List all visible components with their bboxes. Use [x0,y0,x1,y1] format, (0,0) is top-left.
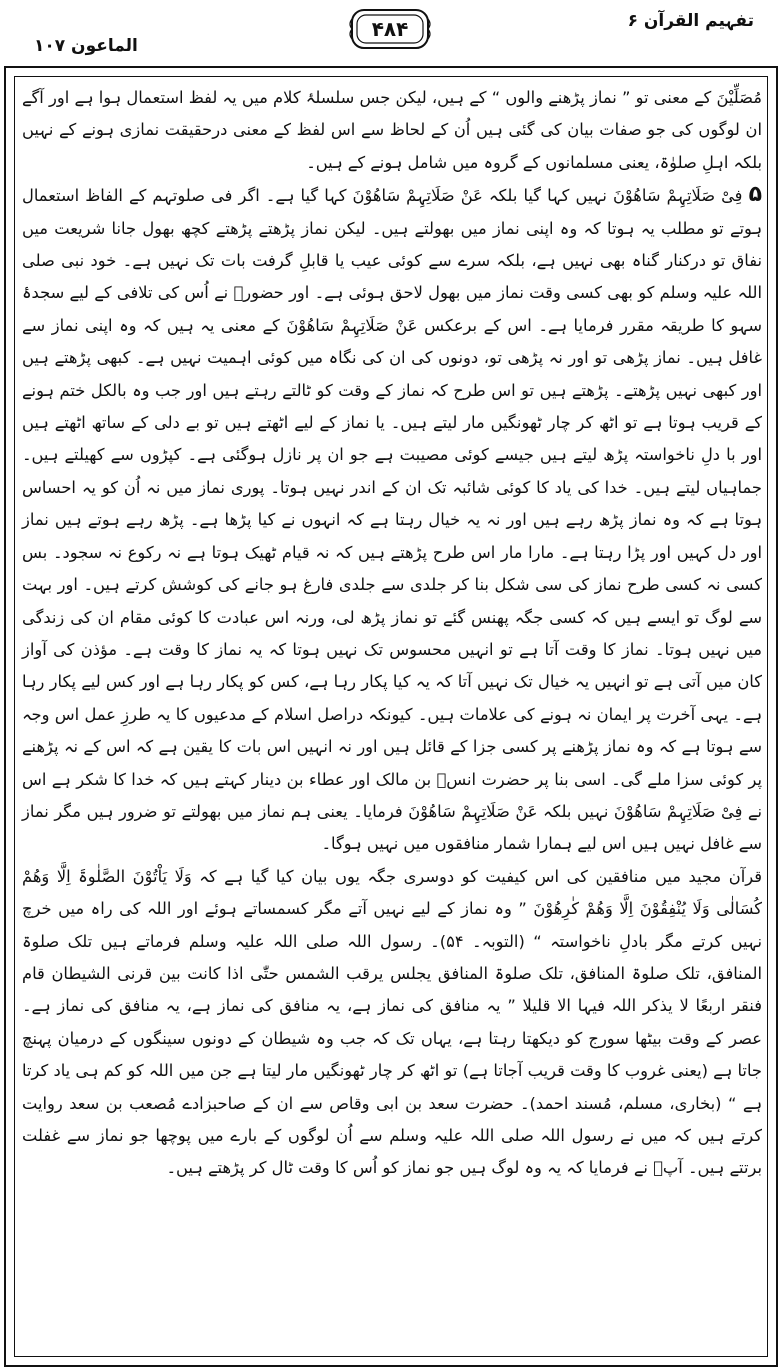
page-number-ornament [348,6,432,52]
page-header [0,0,784,62]
surah-reference: الماعون ۱۰۷ [34,36,138,56]
commentary-text [22,82,762,1362]
note-number: ۵ [748,182,762,208]
book-title: تفہیم القرآن ۶ [627,11,754,31]
paragraph-2-text: فِیْ صَلَاتِہِمْ سَاھُوْنَ نہیں کہا گیا بلکہ عَنْ صَلَاتِہِمْ سَاھُوْنَ کہا گیا ہے۔ اگر فی صلوتہم کے الفاظ استعمال ہوتے تو مطلب یہ ہوتا کہ وہ اپنی نماز میں بھولتے ہیں۔ لیکن نماز پڑھتے پڑھتے کچھ بھول جانا شریعت میں نفاق تو درکنار گناہ بھی نہیں ہے، بلکہ سرے سے کوئی عیب یا قابلِ گرفت بات تک نہیں ہے۔ خود نبی صلی اللہ علیہ وسلم کو بھی کسی وقت نماز میں بھول لاحق ہوئی ہے۔ اور حضورؐ نے اُس کی تلافی کے لیے سجدۂ سہو کا طریقہ مقرر فرمایا ہے۔ اس کے برعکس عَنْ صَلَاتِہِمْ سَاھُوْنَ کے معنی یہ ہیں کہ وہ اپنی نماز سے غافل ہیں۔ نماز پڑھی تو اور نہ پڑھی تو، دونوں کی ان کی نگاہ میں کوئی اہمیت نہیں ہے۔ کبھی پڑھتے ہیں اور کبھی نہیں پڑھتے۔ پڑھتے ہیں تو اس طرح کہ نماز کے وقت کو ٹالتے رہتے ہیں اور جب وہ بالکل ختم ہونے کے قریب ہوتا ہے تو اٹھ کر چار ٹھونگیں مار لیتے ہیں۔ یا نماز کے لیے اٹھتے ہیں تو بے دلی کے ساتھ اٹھتے ہیں اور با دلِ ناخواستہ پڑھ لیتے ہیں جیسے کوئی مصیبت ہے جو ان پر نازل ہوگئی ہے۔ کپڑوں سے کھیلتے ہیں۔ جماہیاں لیتے ہیں۔ خدا کی یاد کا کوئی شائبہ تک ان کے اندر نہیں ہوتا۔ پوری نماز میں نہ اُن کو یہ احساس ہوتا ہے کہ وہ نماز پڑھ رہے ہیں اور نہ یہ خیال رہتا ہے کہ انہوں نے کیا پڑھا ہے۔ پڑھ رہے ہوتے ہیں نماز اور دل کہیں اور پڑا رہتا ہے۔ مارا مار اس طرح پڑھتے ہیں کہ نہ قیام ٹھیک ہوتا ہے نہ رکوع نہ سجود۔ بس کسی نہ کسی طرح نماز کی سی شکل بنا کر جلدی سے جلدی فارغ ہو جانے کی کوشش کرتے ہیں۔ اور بہت سے لوگ تو ایسے ہیں کہ کسی جگہ پھنس گئے تو نماز پڑھ لی، ورنہ اس عبادت کا کوئی مقام ان کی زندگی میں نہیں ہوتا۔ نماز کا وقت آتا ہے تو انہیں محسوس تک نہیں ہوتا کہ یہ نماز کا وقت ہے۔ مؤذن کی آواز کان میں آتی ہے تو انہیں یہ خیال تک نہیں آتا کہ یہ کیا پکار رہا ہے، کس کو پکار رہا ہے اور کس لیے پکار رہا ہے۔ یہی آخرت پر ایمان نہ ہونے کی علامات ہیں۔ کیونکہ دراصل اسلام کے مدعیوں کا یہ طرزِ عمل اس وجہ سے ہوتا ہے کہ وہ نماز پڑھنے پر کسی جزا کے قائل ہیں اور نہ انہیں اس بات کا یقین ہے کہ اس کے نہ پڑھنے پر کوئی سزا ملے گی۔ اسی بنا پر حضرت انسؓ بن مالک اور عطاء بن دینار کہتے ہیں کہ خدا کا شکر ہے اس نے فِیْ صَلَاتِہِمْ سَاھُوْنَ نہیں بلکہ عَنْ صَلَاتِہِمْ سَاھُوْنَ فرمایا۔ یعنی ہم نماز میں بھولتے تو ضرور ہیں مگر نماز سے غافل نہیں ہیں اس لیے ہمارا شمار منافقوں میں نہیں ہوگا۔ [22,186,762,854]
paragraph-1: مُصَلِّیْنَ کے معنی تو ” نماز پڑھنے والوں “ کے ہیں، لیکن جس سلسلۂ کلام میں یہ لفظ استعمال ہوا ہے اور آگے ان لوگوں کی جو صفات بیان کی گئی ہیں اُن کے لحاظ سے اس لفظ کے معنی درحقیقت نمازی ہونے کے نہیں بلکہ اہلِ صلوٰۃ، یعنی مسلمانوں کے گروہ میں شامل ہونے کے ہیں۔ [22,88,762,172]
page-number: ۴۸۴ [371,17,409,41]
paragraph-3: قرآن مجید میں منافقین کی اس کیفیت کو دوسری جگہ یوں بیان کیا گیا ہے کہ وَلَا یَاْتُوْنَ الصَّلٰوۃَ اِلَّا وَھُمْ کُسَالٰی وَلَا یُنْفِقُوْنَ اِلَّا وَھُمْ کٰرِھُوْنَ ” وہ نماز کے لیے نہیں آتے مگر کسمساتے ہوئے اور اللہ کی راہ میں خرچ نہیں کرتے مگر بادلِ ناخواستہ “ (التوبہ۔ ۵۴)۔ رسول اللہ صلی اللہ علیہ وسلم فرماتے ہیں تلک صلوۃ المنافق، تلک صلوۃ المنافق، تلک صلوۃ المنافق یجلس یرقب الشمس حتّٰی اذا کانت بین قرنی الشیطان قام فنقر اربعًا لا یذکر اللہ فیہا الا قلیلا ” یہ منافق کی نماز ہے، یہ منافق کی نماز ہے، یہ منافق کی نماز ہے۔ عصر کے وقت بیٹھا سورج کو دیکھتا رہتا ہے، یہاں تک کہ جب وہ شیطان کے دونوں سینگوں کے درمیان پہنچ جاتا ہے (یعنی غروب کا وقت قریب آجاتا ہے) تو اٹھ کر چار ٹھونگیں مار لیتا ہے جن میں اللہ کو کم ہی یاد کرتا ہے “ (بخاری، مسلم، مُسند احمد)۔ حضرت سعد بن ابی وقاص سے ان کے صاحبزادے مُصعب بن سعد روایت کرتے ہیں کہ میں نے رسول اللہ صلی اللہ علیہ وسلم سے اُن لوگوں کے بارے میں پوچھا جو نماز سے غفلت برتتے ہیں۔ آپؐ نے فرمایا کہ یہ وہ لوگ ہیں جو نماز کو اُس کا وقت ٹال کر پڑھتے ہیں۔ [22,866,762,1178]
paragraph-2 [22,179,762,861]
